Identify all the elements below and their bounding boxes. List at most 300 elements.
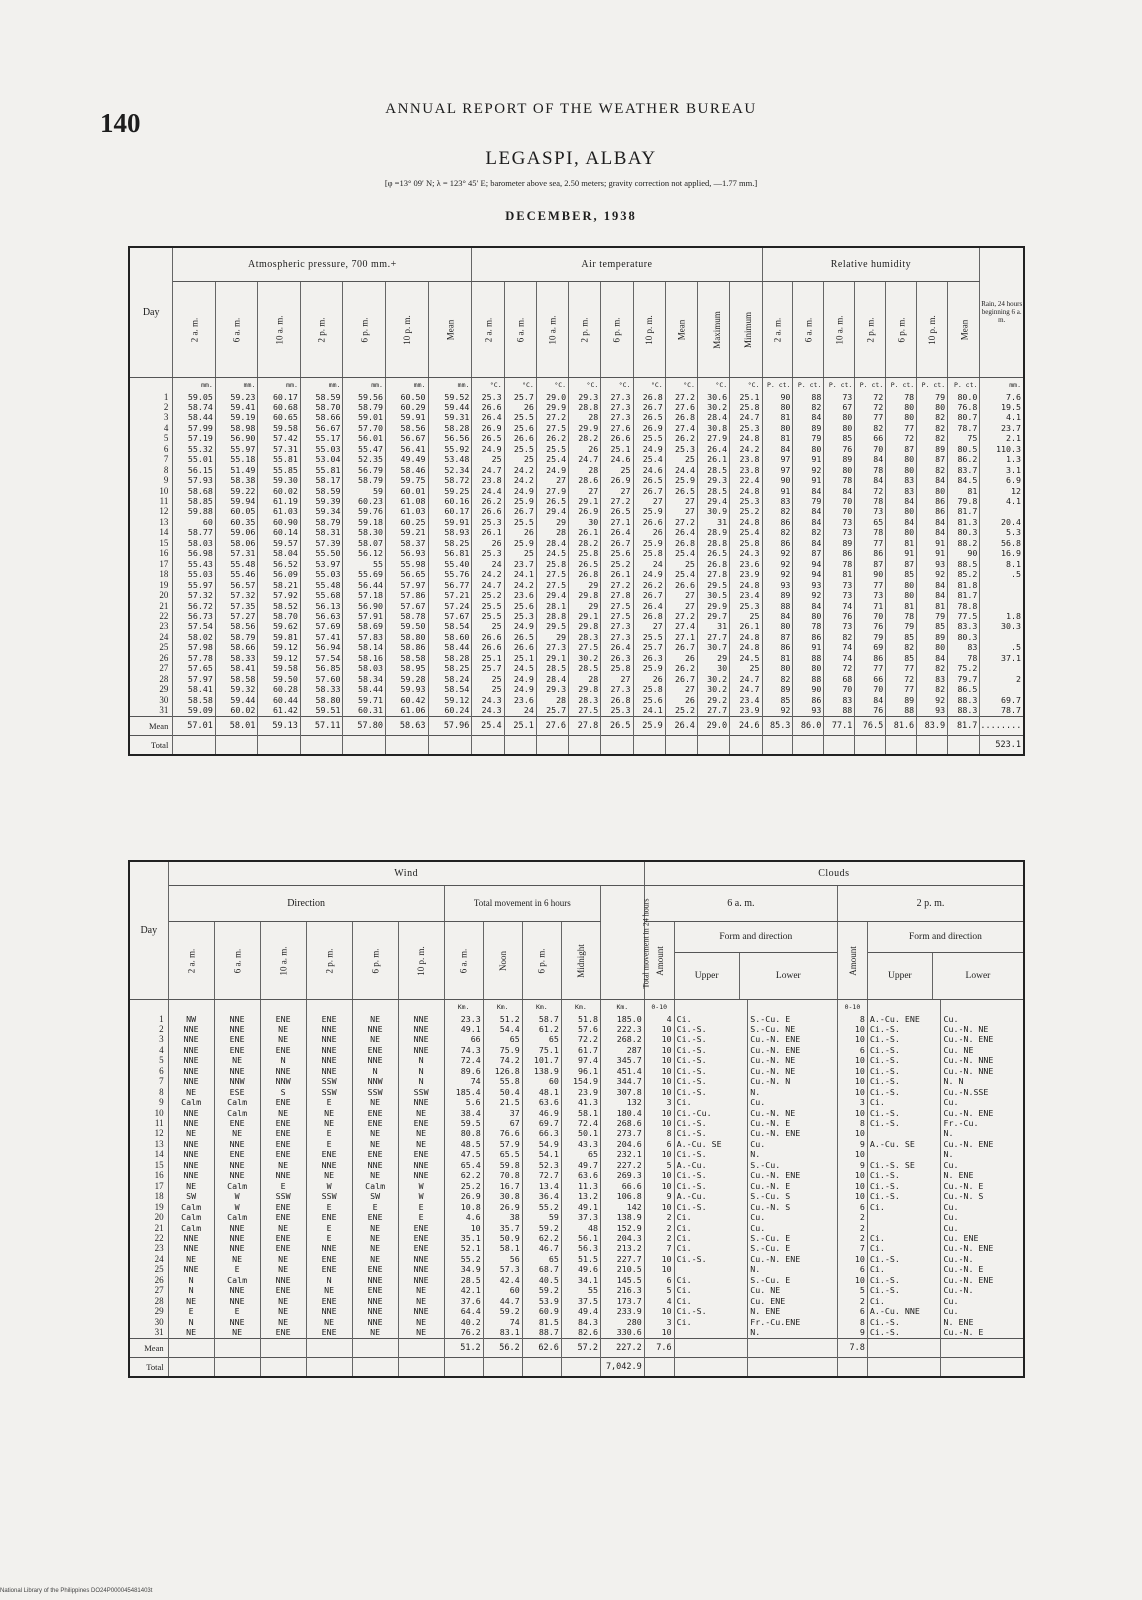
humidity-cell: 77 <box>855 580 886 590</box>
amount-6am-cell: 10 <box>644 1066 674 1076</box>
table-row <box>129 475 1024 485</box>
movement-cell: 37 <box>483 1108 522 1118</box>
day-cell: 3 <box>129 1034 168 1044</box>
table-row <box>129 402 1024 412</box>
amount-2pm-cell: 10 <box>837 1087 867 1097</box>
temp-mean: 27.6 <box>536 716 568 735</box>
temp-cell: 28.9 <box>697 527 729 537</box>
pressure-cell: 58.85 <box>173 496 216 506</box>
direction-cell: NNE <box>306 1055 352 1065</box>
direction-cell: NE <box>260 1034 306 1044</box>
direction-cell: NNE <box>306 1045 352 1055</box>
movement-cell: 49.6 <box>561 1264 600 1274</box>
lower-2pm-cell: Cu.-N. E <box>941 1327 1024 1338</box>
movement-cell: 48 <box>561 1223 600 1233</box>
pressure-cell: 58.70 <box>258 611 301 621</box>
movement-cell: 60 <box>522 1076 561 1086</box>
upper-2pm-cell: Ci.-S. <box>867 1170 941 1180</box>
upper-2pm-cell: Ci.-S. <box>867 1076 941 1086</box>
direction-cell: ENE <box>306 1212 352 1222</box>
lower-6am-cell: N. <box>748 1327 838 1338</box>
humidity-cell: 87 <box>855 559 886 569</box>
humidity-cell: 80 <box>824 423 855 433</box>
temp-cell: 27.2 <box>536 412 568 422</box>
temp-cell: 29.2 <box>697 695 729 705</box>
day-cell: 27 <box>129 1285 168 1295</box>
table-row <box>129 1275 1024 1285</box>
upper-2pm-cell: A.-Cu. ENE <box>867 1014 941 1024</box>
amount-2pm-cell: 7 <box>837 1243 867 1253</box>
humidity-cell: 86 <box>762 517 793 527</box>
direction-cell: ENE <box>214 1034 260 1044</box>
table-row <box>129 496 1024 506</box>
temp-cell: 29.9 <box>536 402 568 412</box>
direction-cell: NNE <box>260 1066 306 1076</box>
direction-cell: NE <box>398 1139 444 1149</box>
movement-cell: 63.6 <box>561 1170 600 1180</box>
table-row <box>129 548 1024 558</box>
humidity-cell: 84 <box>793 506 824 516</box>
direction-cell: NNE <box>168 1118 214 1128</box>
pressure-cell: 56.90 <box>215 433 258 443</box>
pressure-cell: 58.37 <box>385 538 428 548</box>
six-am-amount-label: Amount <box>654 946 665 976</box>
lower-2pm-cell: N. <box>941 1149 1024 1159</box>
direction-cell: NE <box>260 1264 306 1274</box>
humidity-cell: 77 <box>855 538 886 548</box>
movement-cell: 25.2 <box>444 1181 483 1191</box>
day-cell: 26 <box>129 653 173 663</box>
total-empty <box>644 1357 674 1377</box>
temp-cell: 24.4 <box>472 486 504 496</box>
table-row <box>129 1243 1024 1253</box>
pressure-cell: 57.18 <box>343 590 386 600</box>
temp-cell: 23.4 <box>730 695 762 705</box>
humidity-cell: 80 <box>762 402 793 412</box>
pressure-cell: 57.42 <box>258 433 301 443</box>
pressure-mean: 58.63 <box>385 716 428 735</box>
humidity-cell: 79 <box>793 433 824 443</box>
day-cell: 20 <box>129 1212 168 1222</box>
pressure-cell: 59.21 <box>385 527 428 537</box>
humidity-cell: 85 <box>886 569 917 579</box>
temp-cell: 30.2 <box>697 674 729 684</box>
movement-cell: 56.1 <box>561 1233 600 1243</box>
pressure-cell: 57.78 <box>173 653 216 663</box>
direction-cell: E <box>306 1128 352 1138</box>
six-am-upper: Upper <box>675 953 740 999</box>
humidity-cell: 81.3 <box>948 517 980 527</box>
humidity-unit: P. ct. <box>824 377 855 392</box>
total-movement-cell: 142 <box>600 1202 644 1212</box>
day-cell: 7 <box>129 454 173 464</box>
temp-cell: 26.6 <box>504 433 536 443</box>
direction-cell: NNE <box>352 1160 398 1170</box>
humidity-cell: 84 <box>917 475 948 485</box>
movement-cell: 10 <box>444 1223 483 1233</box>
temp-cell: 25.5 <box>633 433 665 443</box>
temp-col-1-label: 6 a. m. <box>515 317 526 343</box>
pressure-cell: 59 <box>343 486 386 496</box>
humidity-cell: 80 <box>886 454 917 464</box>
temp-col-7 <box>697 281 729 377</box>
humidity-cell: 87 <box>886 444 917 454</box>
lower-6am-cell: Cu. NE <box>748 1285 838 1295</box>
humidity-cell: 91 <box>793 642 824 652</box>
pressure-cell: 59.88 <box>173 506 216 516</box>
humidity-cell: 89 <box>793 423 824 433</box>
movement-cell: 35.1 <box>444 1233 483 1243</box>
pressure-cell: 57.98 <box>173 642 216 652</box>
total-movement-cell: 180.4 <box>600 1108 644 1118</box>
temp-cell: 29.4 <box>536 506 568 516</box>
movement-cell: 5.6 <box>444 1097 483 1107</box>
direction-cell: NNE <box>168 1066 214 1076</box>
humidity-cell: 69 <box>855 642 886 652</box>
total-label: Total <box>129 735 173 755</box>
temp-cell: 28.8 <box>569 402 601 412</box>
movement-cell: 49.7 <box>561 1160 600 1170</box>
humidity-cell: 82 <box>762 506 793 516</box>
rain-cell: 2.1 <box>980 433 1024 443</box>
table-row <box>129 559 1024 569</box>
pressure-cell: 60.24 <box>428 705 472 716</box>
humidity-cell: 76 <box>824 444 855 454</box>
day-cell: 2 <box>129 402 173 412</box>
two-pm-amount-header <box>837 921 867 999</box>
temp-cell: 25.5 <box>472 611 504 621</box>
temp-cell: 25.5 <box>633 632 665 642</box>
humidity-cell: 82 <box>793 402 824 412</box>
pressure-cell: 59.18 <box>343 517 386 527</box>
temp-cell: 24.7 <box>472 580 504 590</box>
humidity-cell: 80 <box>886 465 917 475</box>
direction-cell: NNE <box>352 1317 398 1327</box>
movement-cell: 46.7 <box>522 1243 561 1253</box>
pressure-cell: 58.93 <box>428 527 472 537</box>
day-cell: 8 <box>129 1087 168 1097</box>
day-header-2: Day <box>129 861 168 999</box>
temp-cell: 26.2 <box>472 496 504 506</box>
humidity-cell: 85 <box>762 695 793 705</box>
rain-cell <box>980 590 1024 600</box>
humidity-cell: 81.7 <box>948 506 980 516</box>
humidity-cell: 73 <box>824 590 855 600</box>
humidity-cell: 82 <box>917 684 948 694</box>
direction-cell: ENE <box>306 1296 352 1306</box>
total-movement-cell: 280 <box>600 1317 644 1327</box>
direction-cell: ENE <box>214 1045 260 1055</box>
temp-unit: °C. <box>472 377 504 392</box>
lower-unit <box>941 999 1024 1014</box>
humidity-cell: 81 <box>824 569 855 579</box>
pressure-cell: 60.90 <box>258 517 301 527</box>
temp-cell: 26.2 <box>665 663 697 673</box>
direction-cell: ENE <box>398 1233 444 1243</box>
total-empty <box>762 735 793 755</box>
pressure-cell: 58.79 <box>343 402 386 412</box>
humidity-mean: 83.9 <box>917 716 948 735</box>
lower-2pm-cell: N. ENE <box>941 1170 1024 1180</box>
temp-cell: 25.2 <box>601 559 633 569</box>
humidity-cell: 82 <box>762 674 793 684</box>
upper-6am-cell: Ci. <box>674 1097 748 1107</box>
direction-cell: NNE <box>168 1139 214 1149</box>
movement-cell: 23.3 <box>444 1014 483 1024</box>
temp-col-2-label: 10 a. m. <box>547 315 558 345</box>
day-cell: 12 <box>129 1128 168 1138</box>
movement-cell: 54.9 <box>522 1139 561 1149</box>
humidity-cell: 71 <box>855 601 886 611</box>
humidity-cell: 73 <box>824 621 855 631</box>
table-row <box>129 1254 1024 1264</box>
total-movement-cell: 269.3 <box>600 1170 644 1180</box>
temp-cell: 28 <box>569 465 601 475</box>
day-cell: 4 <box>129 1045 168 1055</box>
humidity-cell: 72 <box>886 674 917 684</box>
amount-2pm-cell: 10 <box>837 1034 867 1044</box>
pressure-col-1 <box>215 281 258 377</box>
pressure-cell: 57.86 <box>385 590 428 600</box>
temp-cell: 25.2 <box>730 506 762 516</box>
day-cell: 13 <box>129 517 173 527</box>
temp-cell: 29.9 <box>569 423 601 433</box>
direction-cell: ENE <box>260 1243 306 1253</box>
humidity-col-1 <box>793 281 824 377</box>
temp-cell: 24.2 <box>504 580 536 590</box>
movement-col-label: 6 a. m. <box>458 948 469 974</box>
pressure-cell: 56.90 <box>343 601 386 611</box>
pressure-cell: 59.58 <box>258 423 301 433</box>
humidity-cell: 76 <box>855 621 886 631</box>
temp-cell: 24.5 <box>536 548 568 558</box>
movement-cell: 65 <box>561 1149 600 1159</box>
day-cell: 16 <box>129 548 173 558</box>
day-cell: 18 <box>129 1191 168 1201</box>
humidity-cell: 77.5 <box>948 611 980 621</box>
movement-col-3 <box>561 921 600 999</box>
pressure-cell: 58.69 <box>343 621 386 631</box>
temp-cell: 24.9 <box>472 444 504 454</box>
pressure-group-header: Atmospheric pressure, 700 mm.+ <box>173 247 472 281</box>
temp-cell: 24.9 <box>536 465 568 475</box>
direction-cell: W <box>398 1191 444 1201</box>
pressure-cell: 56.72 <box>173 601 216 611</box>
direction-cell: NE <box>214 1254 260 1264</box>
humidity-cell: 92 <box>917 569 948 579</box>
pressure-col-3 <box>300 281 343 377</box>
direction-cell: NE <box>352 1170 398 1180</box>
humidity-cell: 91 <box>793 454 824 464</box>
humidity-cell: 90 <box>762 475 793 485</box>
humidity-cell: 82 <box>917 412 948 422</box>
pressure-cell: 58.56 <box>215 621 258 631</box>
temp-cell: 26.4 <box>601 527 633 537</box>
humidity-cell: 77 <box>886 423 917 433</box>
lower-2pm-cell: Cu.-N. NE <box>941 1024 1024 1034</box>
pressure-cell: 60.23 <box>343 496 386 506</box>
amount-2pm-mean: 7.8 <box>837 1338 867 1357</box>
pressure-col-2 <box>258 281 301 377</box>
direction-cell: NE <box>214 1128 260 1138</box>
day-cell: 10 <box>129 1108 168 1118</box>
direction-cell: ENE <box>306 1327 352 1338</box>
pressure-cell: 58.80 <box>300 695 343 705</box>
temp-cell: 25.7 <box>504 392 536 402</box>
humidity-cell: 86 <box>917 506 948 516</box>
temp-cell: 25.4 <box>665 569 697 579</box>
pressure-cell: 55.03 <box>300 444 343 454</box>
direction-cell: ENE <box>398 1149 444 1159</box>
temp-cell: 25.1 <box>601 444 633 454</box>
temp-cell: 23.8 <box>730 454 762 464</box>
pressure-cell: 57.27 <box>215 611 258 621</box>
total-movement-cell: 268.2 <box>600 1034 644 1044</box>
direction-unit <box>168 999 214 1014</box>
pressure-cell: 57.91 <box>343 611 386 621</box>
movement-cell: 81.5 <box>522 1317 561 1327</box>
direction-cell: ENE <box>398 1223 444 1233</box>
amount-6am-cell: 10 <box>644 1264 674 1274</box>
table-row <box>129 506 1024 516</box>
pressure-cell: 58.56 <box>385 423 428 433</box>
movement-cell: 75.9 <box>483 1045 522 1055</box>
humidity-cell: 76.8 <box>948 402 980 412</box>
pressure-cell: 59.25 <box>428 486 472 496</box>
lower-2pm-cell: Cu.-N. <box>941 1285 1024 1295</box>
upper-6am-cell: Ci. <box>674 1243 748 1253</box>
temp-cell: 26.7 <box>633 402 665 412</box>
humidity-cell: 82 <box>917 423 948 433</box>
movement-cell: 76.2 <box>444 1327 483 1338</box>
movement-cell: 55.8 <box>483 1076 522 1086</box>
pressure-unit: mm. <box>343 377 386 392</box>
temp-cell: 27.5 <box>536 423 568 433</box>
pressure-cell: 60.29 <box>385 402 428 412</box>
pressure-cell: 59.41 <box>215 402 258 412</box>
total-empty <box>569 735 601 755</box>
lower-6am-cell: Cu.-N. E <box>748 1181 838 1191</box>
rain-cell: 16.9 <box>980 548 1024 558</box>
direction-cell: E <box>306 1097 352 1107</box>
direction-cell: W <box>214 1202 260 1212</box>
pressure-cell: 58.44 <box>343 684 386 694</box>
upper-6am-cell: Ci.-S. <box>674 1181 748 1191</box>
humidity-cell: 94 <box>793 569 824 579</box>
direction-cell: N <box>398 1066 444 1076</box>
total-empty <box>561 1357 600 1377</box>
movement-cell: 53.9 <box>522 1296 561 1306</box>
temp-mean: 27.8 <box>569 716 601 735</box>
humidity-cell: 80.3 <box>948 527 980 537</box>
humidity-cell: 82 <box>793 527 824 537</box>
upper-2pm-cell: Ci. <box>867 1202 941 1212</box>
humidity-cell: 80 <box>793 444 824 454</box>
direction-cell: E <box>260 1181 306 1191</box>
direction-cell: NE <box>352 1233 398 1243</box>
movement-cell: 66.3 <box>522 1128 561 1138</box>
temp-cell: 29.3 <box>569 392 601 402</box>
humidity-cell: 76 <box>824 611 855 621</box>
pressure-cell: 58.25 <box>428 538 472 548</box>
pressure-cell: 58.30 <box>343 527 386 537</box>
pressure-col-5-label: 10 p. m. <box>401 315 412 345</box>
direction-cell: NE <box>306 1118 352 1128</box>
direction-cell: NNE <box>306 1066 352 1076</box>
movement-col-label: Noon <box>497 951 508 971</box>
table-row <box>129 444 1024 454</box>
humidity-cell: 84 <box>917 527 948 537</box>
humidity-col-3 <box>855 281 886 377</box>
temp-cell: 24.9 <box>633 444 665 454</box>
table-row <box>129 1327 1024 1338</box>
temp-cell: 30 <box>697 663 729 673</box>
amount-2pm-cell: 9 <box>837 1139 867 1149</box>
temp-col-8-label: Minimum <box>743 311 754 349</box>
temp-cell: 24.8 <box>730 486 762 496</box>
temp-cell: 24.2 <box>504 465 536 475</box>
day-cell: 16 <box>129 1170 168 1180</box>
pressure-cell: 59.39 <box>300 496 343 506</box>
wind-clouds-table <box>128 860 1025 1378</box>
direction-cell: NE <box>214 1327 260 1338</box>
pressure-cell: 57.70 <box>343 423 386 433</box>
table-row <box>129 1118 1024 1128</box>
humidity-cell: 93 <box>917 559 948 569</box>
total-movement-cell: 345.7 <box>600 1055 644 1065</box>
humidity-cell: 75.2 <box>948 663 980 673</box>
direction-cell: NNE <box>352 1055 398 1065</box>
direction-unit <box>306 999 352 1014</box>
pressure-cell: 59.62 <box>258 621 301 631</box>
humidity-cell: 97 <box>762 465 793 475</box>
km-unit: Km. <box>561 999 600 1014</box>
temp-cell: 24.2 <box>730 444 762 454</box>
direction-cell: NNE <box>168 1149 214 1159</box>
total-empty <box>793 735 824 755</box>
upper-2pm-cell <box>867 1149 941 1159</box>
day-cell: 1 <box>129 392 173 402</box>
table-row <box>129 1066 1024 1076</box>
temp-cell: 28 <box>569 674 601 684</box>
direction-cell: NNE <box>168 1034 214 1044</box>
pressure-cell: 60.50 <box>385 392 428 402</box>
amount-6am-cell: 10 <box>644 1170 674 1180</box>
table-row <box>129 465 1024 475</box>
temp-cell: 26.5 <box>536 496 568 506</box>
humidity-cell: 88 <box>886 705 917 716</box>
temp-cell: 26.7 <box>633 590 665 600</box>
pressure-cell: 56.81 <box>428 548 472 558</box>
pressure-cell: 58.66 <box>215 642 258 652</box>
upper-2pm-cell: Ci.-S. <box>867 1045 941 1055</box>
direction-cell: NNE <box>398 1024 444 1034</box>
humidity-cell: 84 <box>793 486 824 496</box>
pressure-cell: 58.59 <box>300 486 343 496</box>
temp-cell: 24.3 <box>472 705 504 716</box>
humidity-cell: 84 <box>793 538 824 548</box>
lower-2pm-cell: Cu. <box>941 1223 1024 1233</box>
lower-6am-cell: Cu. <box>748 1223 838 1233</box>
amount-6am-cell: 3 <box>644 1097 674 1107</box>
upper-6am-cell: Ci.-S. <box>674 1254 748 1264</box>
rain-cell <box>980 632 1024 642</box>
temp-cell: 29.4 <box>536 590 568 600</box>
humidity-cell: 77 <box>886 663 917 673</box>
temp-cell: 25.7 <box>633 642 665 652</box>
humidity-cell: 81 <box>762 653 793 663</box>
table-row <box>129 1233 1024 1243</box>
